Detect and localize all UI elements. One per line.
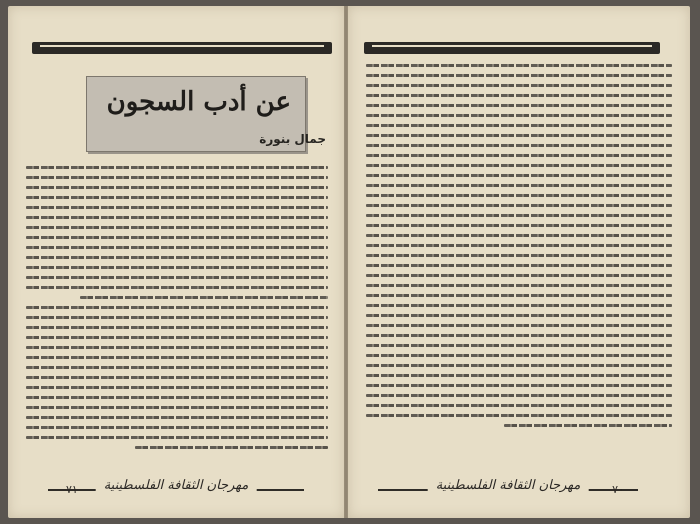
article-body-text (26, 166, 328, 456)
article-title: عن أدب السجون (106, 87, 291, 117)
top-ornament-bar (32, 42, 332, 54)
footer-label: مهرجان الثقافة الفلسطينية (428, 478, 589, 493)
footer-banner (378, 478, 638, 500)
page-number: ٧٠ (612, 483, 624, 496)
top-ornament-bar (364, 42, 660, 54)
article-body-text-continued (366, 64, 672, 434)
right-page (348, 6, 690, 518)
article-author: جمال بنورة (259, 132, 326, 146)
footer-banner (48, 478, 304, 500)
left-page (8, 6, 344, 518)
footer-label: مهرجان الثقافة الفلسطينية (96, 478, 257, 493)
page-number: ٧١ (66, 483, 78, 496)
